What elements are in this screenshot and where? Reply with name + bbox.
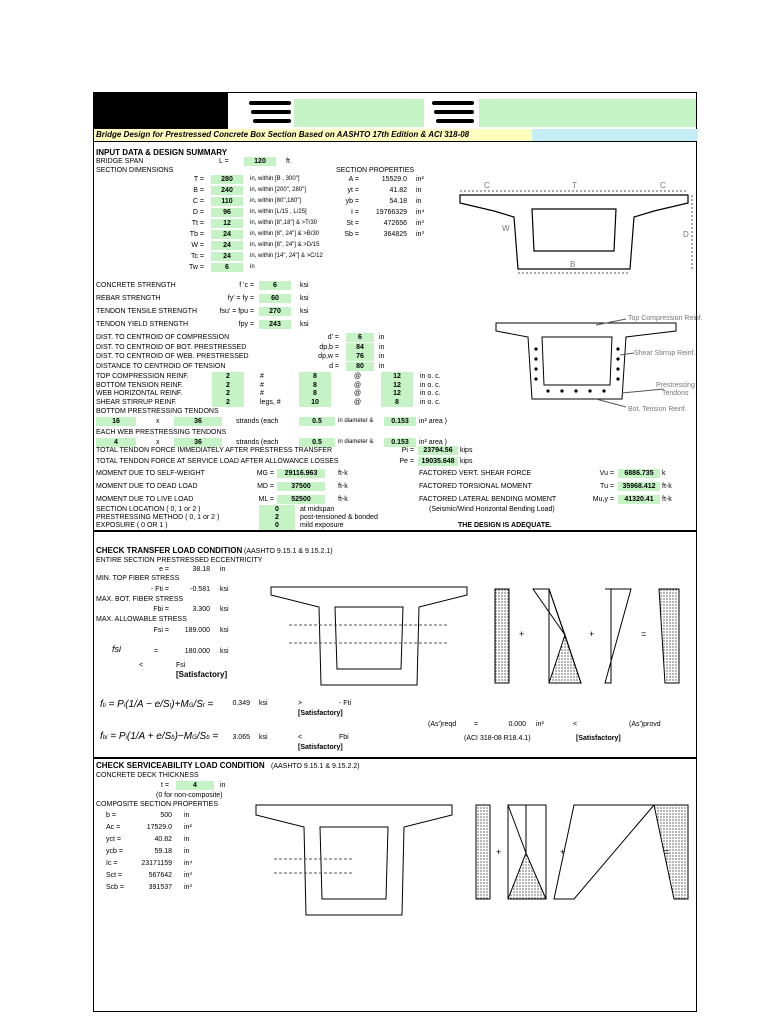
leader-line (596, 319, 626, 325)
distance-unit: in (379, 362, 385, 370)
fb-unit: ksi (220, 606, 229, 613)
dim-note: in, within [200", 280"] (250, 187, 306, 193)
tendon-diam: in diameter & (338, 439, 374, 445)
rule (94, 757, 696, 759)
reinf-size: 10 (299, 398, 331, 407)
tendon-each: strands (each (236, 418, 279, 425)
moment-sym: ML = (258, 496, 274, 503)
as-unit: in² (536, 721, 544, 728)
fsi3: Fsi (176, 662, 186, 669)
fbi-sat: [Satisfactory] (298, 744, 343, 751)
comp-sym: Ac = (106, 824, 121, 831)
dim-sym: C = (192, 198, 204, 205)
redacted-header (249, 101, 291, 105)
material-sym: fy' = fy = (227, 295, 254, 302)
deck-label: CONCRETE DECK THICKNESS (96, 772, 199, 779)
prop-sym: I = (351, 209, 359, 216)
reinf-spacing: 12 (381, 381, 413, 390)
reinf-x: # (260, 381, 264, 389)
comp-sym: Sct = (106, 872, 123, 879)
dim-sym: Tb = (189, 231, 204, 238)
tendon-label: EACH WEB PRESTRESSING TENDONS (96, 429, 227, 436)
rule (94, 530, 696, 532)
material-sym: fsu' = fpu = (219, 308, 254, 315)
reinf-at: @ (354, 381, 362, 389)
factored-value: 41320.41 (618, 495, 660, 504)
calc-sheet (93, 92, 703, 1012)
svg-text:=: = (641, 629, 647, 639)
transfer-stress-diagrams (489, 577, 695, 695)
fsi-value: 189.000 (184, 627, 210, 634)
reinf-size: 8 (299, 389, 331, 398)
redacted-header (434, 110, 474, 114)
dim-note: in, within [8", 24"] & >B/30 (250, 231, 320, 237)
dim-d: D (683, 230, 689, 239)
svg-text:+: + (519, 629, 525, 639)
as-eq: = (474, 721, 479, 728)
force-sym: Pi = (401, 447, 414, 454)
svg-text:+: + (560, 847, 566, 857)
tendon-strands: 36 (174, 438, 222, 447)
svg-text:=: = (664, 847, 670, 857)
redacted-header (251, 110, 291, 114)
svg-text:+: + (496, 847, 502, 857)
distance-unit: in (379, 334, 385, 341)
fb-value: 3.300 (192, 606, 210, 613)
fsi-sym: Fsi = (153, 627, 169, 634)
comp-unit: in (184, 836, 190, 843)
ecc-label: ENTIRE SECTION PRESTRESSED ECCENTRICITY (96, 557, 263, 564)
e-sym: e = (159, 566, 169, 573)
e-value: 38.18 (192, 566, 210, 573)
reinf-unit: in o. c. (420, 373, 441, 380)
as-cmp: < (573, 721, 578, 728)
t-value: 4 (176, 781, 214, 790)
factored-unit: k (662, 470, 666, 477)
material-unit: ksi (300, 282, 309, 289)
leader-line (596, 399, 626, 407)
dim-value: 96 (211, 208, 243, 217)
props-heading: SECTION PROPERTIES (336, 167, 415, 174)
service-ref: (AASHTO 9.15.1 & 9.15.2.2) (271, 763, 360, 770)
material-unit: ksi (300, 295, 309, 302)
leader-line (620, 353, 634, 355)
redacted-header (436, 119, 474, 123)
as-req: (As')reqd (428, 721, 457, 728)
input-heading: INPUT DATA & DESIGN SUMMARY (96, 148, 228, 157)
as-value: 0.000 (508, 721, 526, 728)
max-label: MAX. BOT. FIBER STRESS (96, 596, 184, 603)
ft-sym: - Fti = (150, 586, 169, 593)
prop-value: 19766329 (375, 209, 407, 216)
dim-value: 240 (211, 186, 243, 195)
prop-value: 41.82 (389, 187, 407, 194)
comp-sym: Ic = (106, 860, 118, 867)
prop-sym: A = (348, 176, 359, 183)
comp-value: 59.18 (154, 848, 172, 855)
comp-sym: yct = (106, 836, 121, 843)
tendon-count: 4 (96, 438, 136, 447)
fb-sym: Fbi = (153, 606, 169, 613)
ft-value: -0.581 (190, 586, 210, 593)
lt: < (139, 662, 144, 669)
reinf-at: @ (354, 390, 362, 397)
comp-unit: in (184, 848, 190, 855)
formula-bottom (98, 721, 219, 756)
redacted-header (432, 101, 474, 105)
moment-sym: MG = (256, 470, 274, 477)
rule (94, 141, 696, 142)
reinf-x: # (260, 373, 264, 380)
reinf-spacing: 12 (381, 389, 413, 398)
fti-cmp: > (298, 700, 303, 707)
tendon-dia: 0.5 (299, 417, 335, 426)
fsi2-sym: fsi (112, 644, 121, 654)
header-input-cell (294, 99, 424, 127)
sec-dim-label: SECTION DIMENSIONS (96, 167, 174, 174)
dim-note: in, within [8", 24"] & >D/15 (250, 242, 320, 248)
comp-unit: in² (184, 824, 192, 831)
comp-sym: ycb = (106, 848, 123, 855)
force-unit: kips (460, 458, 473, 465)
dim-sym: T = (193, 176, 204, 183)
title-bar-side (532, 129, 698, 141)
dim-value: 24 (211, 241, 243, 250)
moment-value: 37500 (277, 482, 325, 491)
tendon-label: BOTTOM PRESTRESSING TENDONS (96, 408, 219, 415)
option-note: mild exposure (300, 522, 344, 529)
svg-text:fbi = Pi(1/A + e/Sb)−MG/Sb =: fbi = Pi(1/A + e/Sb)−MG/Sb = (100, 731, 219, 742)
reinf-at: @ (354, 373, 362, 380)
comp-value: 567642 (148, 872, 172, 879)
prop-sym: St = (346, 220, 359, 227)
tendon-strands: 36 (174, 417, 222, 426)
option-note: at midspan (300, 506, 335, 513)
distance-label: DIST. TO CENTROID OF WEB. PRESTRESSED (96, 353, 249, 360)
distance-label: DIST. TO CENTROID OF COMPRESSION (96, 334, 230, 341)
reinf-spacing: 12 (381, 372, 413, 381)
fti-value: 0.349 (232, 700, 250, 707)
rebar-dots (534, 347, 619, 392)
t-unit: in (220, 782, 226, 789)
dim-note: in (250, 264, 255, 270)
material-label: TENDON YIELD STRENGTH (96, 321, 189, 328)
factored-value: 35968.412 (618, 482, 660, 491)
reinf-at: @ (354, 398, 362, 406)
moment-unit: ft-k (338, 470, 348, 477)
factored-value: 6886.735 (618, 469, 660, 478)
distance-value: 84 (346, 343, 374, 352)
service-section-sketch (254, 803, 454, 921)
tendon-area: 0.153 (384, 417, 416, 426)
moment-label: MOMENT DUE TO LIVE LOAD (96, 496, 194, 503)
dim-sym: W = (191, 242, 204, 249)
box-section-diagram (454, 169, 694, 277)
label-shear: Shear Stirrup Reinf. (634, 350, 696, 357)
tendon-area: 0.153 (384, 438, 416, 447)
reinf-label: WEB HORIZONTAL REINF. (96, 390, 183, 397)
option-label: EXPOSURE ( 0 OR 1 ) (96, 522, 168, 529)
comp-value: 500 (160, 812, 172, 819)
tendon-x: x (156, 439, 160, 446)
force-label: TOTAL TENDON FORCE IMMEDIATELY AFTER PRESTRESS TRANSFER (96, 447, 333, 454)
dim-note: in, within [80",180"] (250, 198, 301, 204)
distance-sym: d = (329, 362, 339, 370)
factored-label: FACTORED VERT. SHEAR FORCE (419, 470, 532, 477)
fbi-unit: ksi (259, 734, 268, 741)
header-input-cell (479, 99, 696, 127)
factored-sym: Tu = (600, 483, 614, 490)
option-value: 0 (259, 505, 295, 514)
leader-line (622, 389, 664, 393)
reinf-label: SHEAR STIRRUP REINF. (96, 398, 177, 406)
factored-sym: Vu = (599, 470, 614, 477)
prop-unit: in³ (416, 231, 424, 238)
prop-value: 364825 (383, 231, 407, 238)
distance-unit: in (379, 343, 385, 351)
t-note: (0 for non-composite) (156, 792, 223, 799)
option-note: post-tensioned & bonded (300, 514, 378, 521)
material-value: 6 (259, 281, 291, 290)
span-value: 120 (244, 157, 276, 166)
redacted-header (253, 119, 291, 123)
comp-unit: in³ (184, 884, 192, 891)
tendon-area-unit: in² area ) (419, 439, 448, 446)
page-title: Bridge Design for Prestressed Concrete Box Section Based on AASHTO 17th Edition & ACI 318-08 (96, 130, 470, 139)
material-value: 60 (259, 294, 291, 303)
dim-w: W (502, 224, 510, 233)
moment-value: 29116.963 (277, 469, 325, 478)
transfer-sat: [Satisfactory] (176, 670, 228, 679)
tendon-count: 16 (96, 417, 136, 426)
dim-value: 110 (211, 197, 243, 206)
tendon-each: strands (each (236, 439, 279, 446)
distance-label: DISTANCE TO CENTROID OF TENSION (96, 362, 226, 370)
material-value: 243 (259, 320, 291, 329)
transfer-ref: (AASHTO 9.15.1 & 9.15.2.1) (244, 548, 333, 555)
dim-sym: B = (193, 187, 204, 194)
dim-c-right: C (660, 181, 666, 190)
fsi2-value: 180.000 (184, 648, 210, 655)
moment-label: MOMENT DUE TO SELF-WEIGHT (96, 470, 205, 477)
dim-note: in, within [L/15 , L/25] (250, 209, 307, 215)
force-sym: Pe = (399, 458, 414, 465)
prop-sym: Sb = (344, 231, 359, 238)
option-value: 0 (259, 521, 295, 530)
force-value: 19035.648 (418, 457, 458, 466)
comp-label: COMPOSITE SECTION PROPERTIES (96, 801, 219, 808)
box-outline (496, 323, 676, 399)
distance-sym: d' = (327, 334, 339, 341)
fti-unit: ksi (259, 700, 268, 707)
comp-unit: in³ (184, 872, 192, 879)
reinf-size: 8 (299, 372, 331, 381)
dim-value: 24 (211, 252, 243, 261)
factored-label: FACTORED TORSIONAL MOMENT (419, 483, 532, 490)
formula-top (98, 689, 213, 721)
force-unit: kips (460, 447, 473, 454)
reinf-unit: in o. c. (420, 381, 441, 389)
dim-b: B (570, 260, 576, 269)
option-note2: (Seismic/Wind Horizontal Bending Load) (429, 506, 555, 513)
dim-sym: Tt = (191, 220, 204, 227)
as-sat: [Satisfactory] (576, 735, 621, 742)
dim-note: in, within [14", 24"] & >C/12 (250, 253, 323, 259)
reinforcement-diagram (476, 315, 703, 421)
box-outline (460, 195, 688, 269)
reinf-spacing: 8 (381, 398, 413, 407)
prop-value: 15529.0 (381, 176, 407, 183)
prop-unit: in³ (416, 220, 424, 227)
reinf-x: legs, # (260, 398, 281, 406)
distance-value: 76 (346, 352, 374, 361)
fbi-value: 3.065 (232, 734, 250, 741)
comp-unit: in⁴ (184, 860, 193, 867)
dim-c-left: C (484, 181, 490, 190)
tendon-dia: 0.5 (299, 438, 335, 447)
fti-sat: [Satisfactory] (298, 710, 343, 717)
as-prov: (As')provd (629, 721, 661, 728)
fsi-unit: ksi (220, 627, 229, 634)
force-value: 23794.56 (418, 446, 458, 455)
material-sym: fpy = (238, 321, 254, 328)
label-prestress: Prestressing (656, 382, 695, 389)
moment-unit: ft-k (338, 483, 348, 490)
svg-text:+: + (589, 629, 595, 639)
material-label: TENDON TENSILE STRENGTH (96, 308, 197, 315)
dim-note: in, within [8",18"] & >T/30 (250, 220, 318, 226)
prop-sym: yt = (347, 187, 359, 194)
ft-unit: ksi (220, 586, 229, 593)
reinf-x: # (260, 390, 264, 397)
dim-sym: Tw = (189, 264, 204, 271)
dim-value: 24 (211, 230, 243, 239)
option-value: 2 (259, 513, 295, 522)
dim-t: T (572, 181, 577, 190)
prop-unit: in⁴ (416, 209, 425, 216)
reinf-count: 2 (212, 372, 244, 381)
label-tendons: Tendons (662, 390, 689, 397)
reinf-count: 2 (212, 381, 244, 390)
label-bot-reinf: Bot. Tension Reinf. (628, 406, 687, 413)
comp-value: 391537 (148, 884, 172, 891)
distance-value: 6 (346, 333, 374, 342)
transfer-heading: CHECK TRANSFER LOAD CONDITION (96, 546, 243, 555)
reinf-count: 2 (212, 389, 244, 398)
design-result: THE DESIGN IS ADEQUATE. (458, 522, 552, 529)
span-label: BRIDGE SPAN (96, 158, 144, 165)
material-value: 270 (259, 307, 291, 316)
dim-sym: D = (192, 209, 204, 216)
redacted-logo (94, 93, 228, 129)
t-sym: t = (161, 782, 169, 789)
material-unit: ksi (300, 308, 309, 315)
moment-unit: ft-k (338, 496, 348, 503)
prop-unit: in (416, 187, 422, 194)
dim-value: 6 (211, 263, 243, 272)
reinf-unit: in o. c. (420, 398, 441, 406)
fsi2-eq: = (154, 648, 159, 655)
reinf-label: BOTTOM TENSION REINF. (96, 381, 183, 389)
e-unit: in (220, 566, 226, 573)
service-heading: CHECK SERVICEABILITY LOAD CONDITION (96, 761, 265, 770)
moment-value: 52500 (277, 495, 325, 504)
svg-text:fti = Pi(1/A − e/St)+MG/St =: fti = Pi(1/A − e/St)+MG/St = (100, 699, 214, 710)
tendon-area-unit: in² area ) (419, 418, 448, 425)
prop-sym: yb = (345, 198, 359, 205)
reinf-label: TOP COMPRESSION REINF. (96, 373, 189, 380)
material-unit: ksi (300, 321, 309, 328)
material-label: REBAR STRENGTH (96, 295, 161, 302)
dim-note: in, within [B , 300"] (250, 176, 300, 182)
distance-label: DIST. TO CENTROID OF BOT. PRESTRESSED (96, 343, 247, 351)
prop-unit: in² (416, 176, 424, 183)
comp-sym: Scb = (106, 884, 125, 891)
dim-value: 12 (211, 219, 243, 228)
reinf-unit: in o. c. (420, 390, 441, 397)
tendon-x: x (156, 418, 160, 425)
fti-lim: - Fti (339, 700, 352, 707)
distance-value: 80 (346, 362, 374, 371)
prop-unit: in (416, 198, 422, 205)
option-label: PRESTRESSING METHOD ( 0, 1 or 2 ) (96, 514, 220, 521)
span-unit: ft (286, 158, 290, 165)
fbi-lim: Fbi (339, 734, 349, 741)
reinf-count: 2 (212, 398, 244, 407)
service-stress-diagrams (474, 783, 696, 911)
dim-value: 280 (211, 175, 243, 184)
min-label: MIN. TOP FIBER STRESS (96, 575, 180, 582)
allow-label: MAX. ALLOWABLE STRESS (96, 616, 187, 623)
comp-value: 23171159 (141, 860, 172, 867)
factored-unit: ft-k (662, 483, 672, 490)
material-sym: f 'c = (239, 282, 254, 289)
moment-sym: MD = (257, 483, 274, 490)
material-label: CONCRETE STRENGTH (96, 282, 176, 289)
factored-unit: ft-k (662, 496, 672, 503)
option-label: SECTION LOCATION ( 0, 1 or 2 ) (96, 506, 201, 513)
tendon-diam: in diameter & (338, 418, 374, 424)
span-sym: L = (219, 158, 229, 165)
fbi-cmp: < (298, 734, 303, 741)
prop-value: 54.18 (389, 198, 407, 205)
comp-value: 17529.0 (146, 824, 172, 831)
comp-sym: b = (106, 812, 116, 819)
moment-label: MOMENT DUE TO DEAD LOAD (96, 483, 198, 490)
distance-sym: dp,b = (319, 343, 339, 351)
dim-sym: Tc = (190, 253, 204, 260)
prop-value: 472656 (383, 220, 407, 227)
reinf-size: 8 (299, 381, 331, 390)
fsi2-unit: ksi (220, 648, 229, 655)
distance-sym: dp,w = (318, 353, 339, 360)
transfer-section-sketch (269, 585, 469, 691)
factored-label: FACTORED LATERAL BENDING MOMENT (419, 496, 557, 503)
comp-unit: in (184, 812, 190, 819)
label-top-reinf: Top Compression Reinf. (628, 315, 703, 322)
comp-value: 40.82 (154, 836, 172, 843)
force-label: TOTAL TENDON FORCE AT SERVICE LOAD AFTER ALLOWANCE LOSSES (96, 458, 339, 465)
as-ref: (ACI 318-08 R18.4.1) (464, 735, 531, 742)
distance-unit: in (379, 353, 385, 360)
factored-sym: Mu,y = (592, 496, 614, 503)
